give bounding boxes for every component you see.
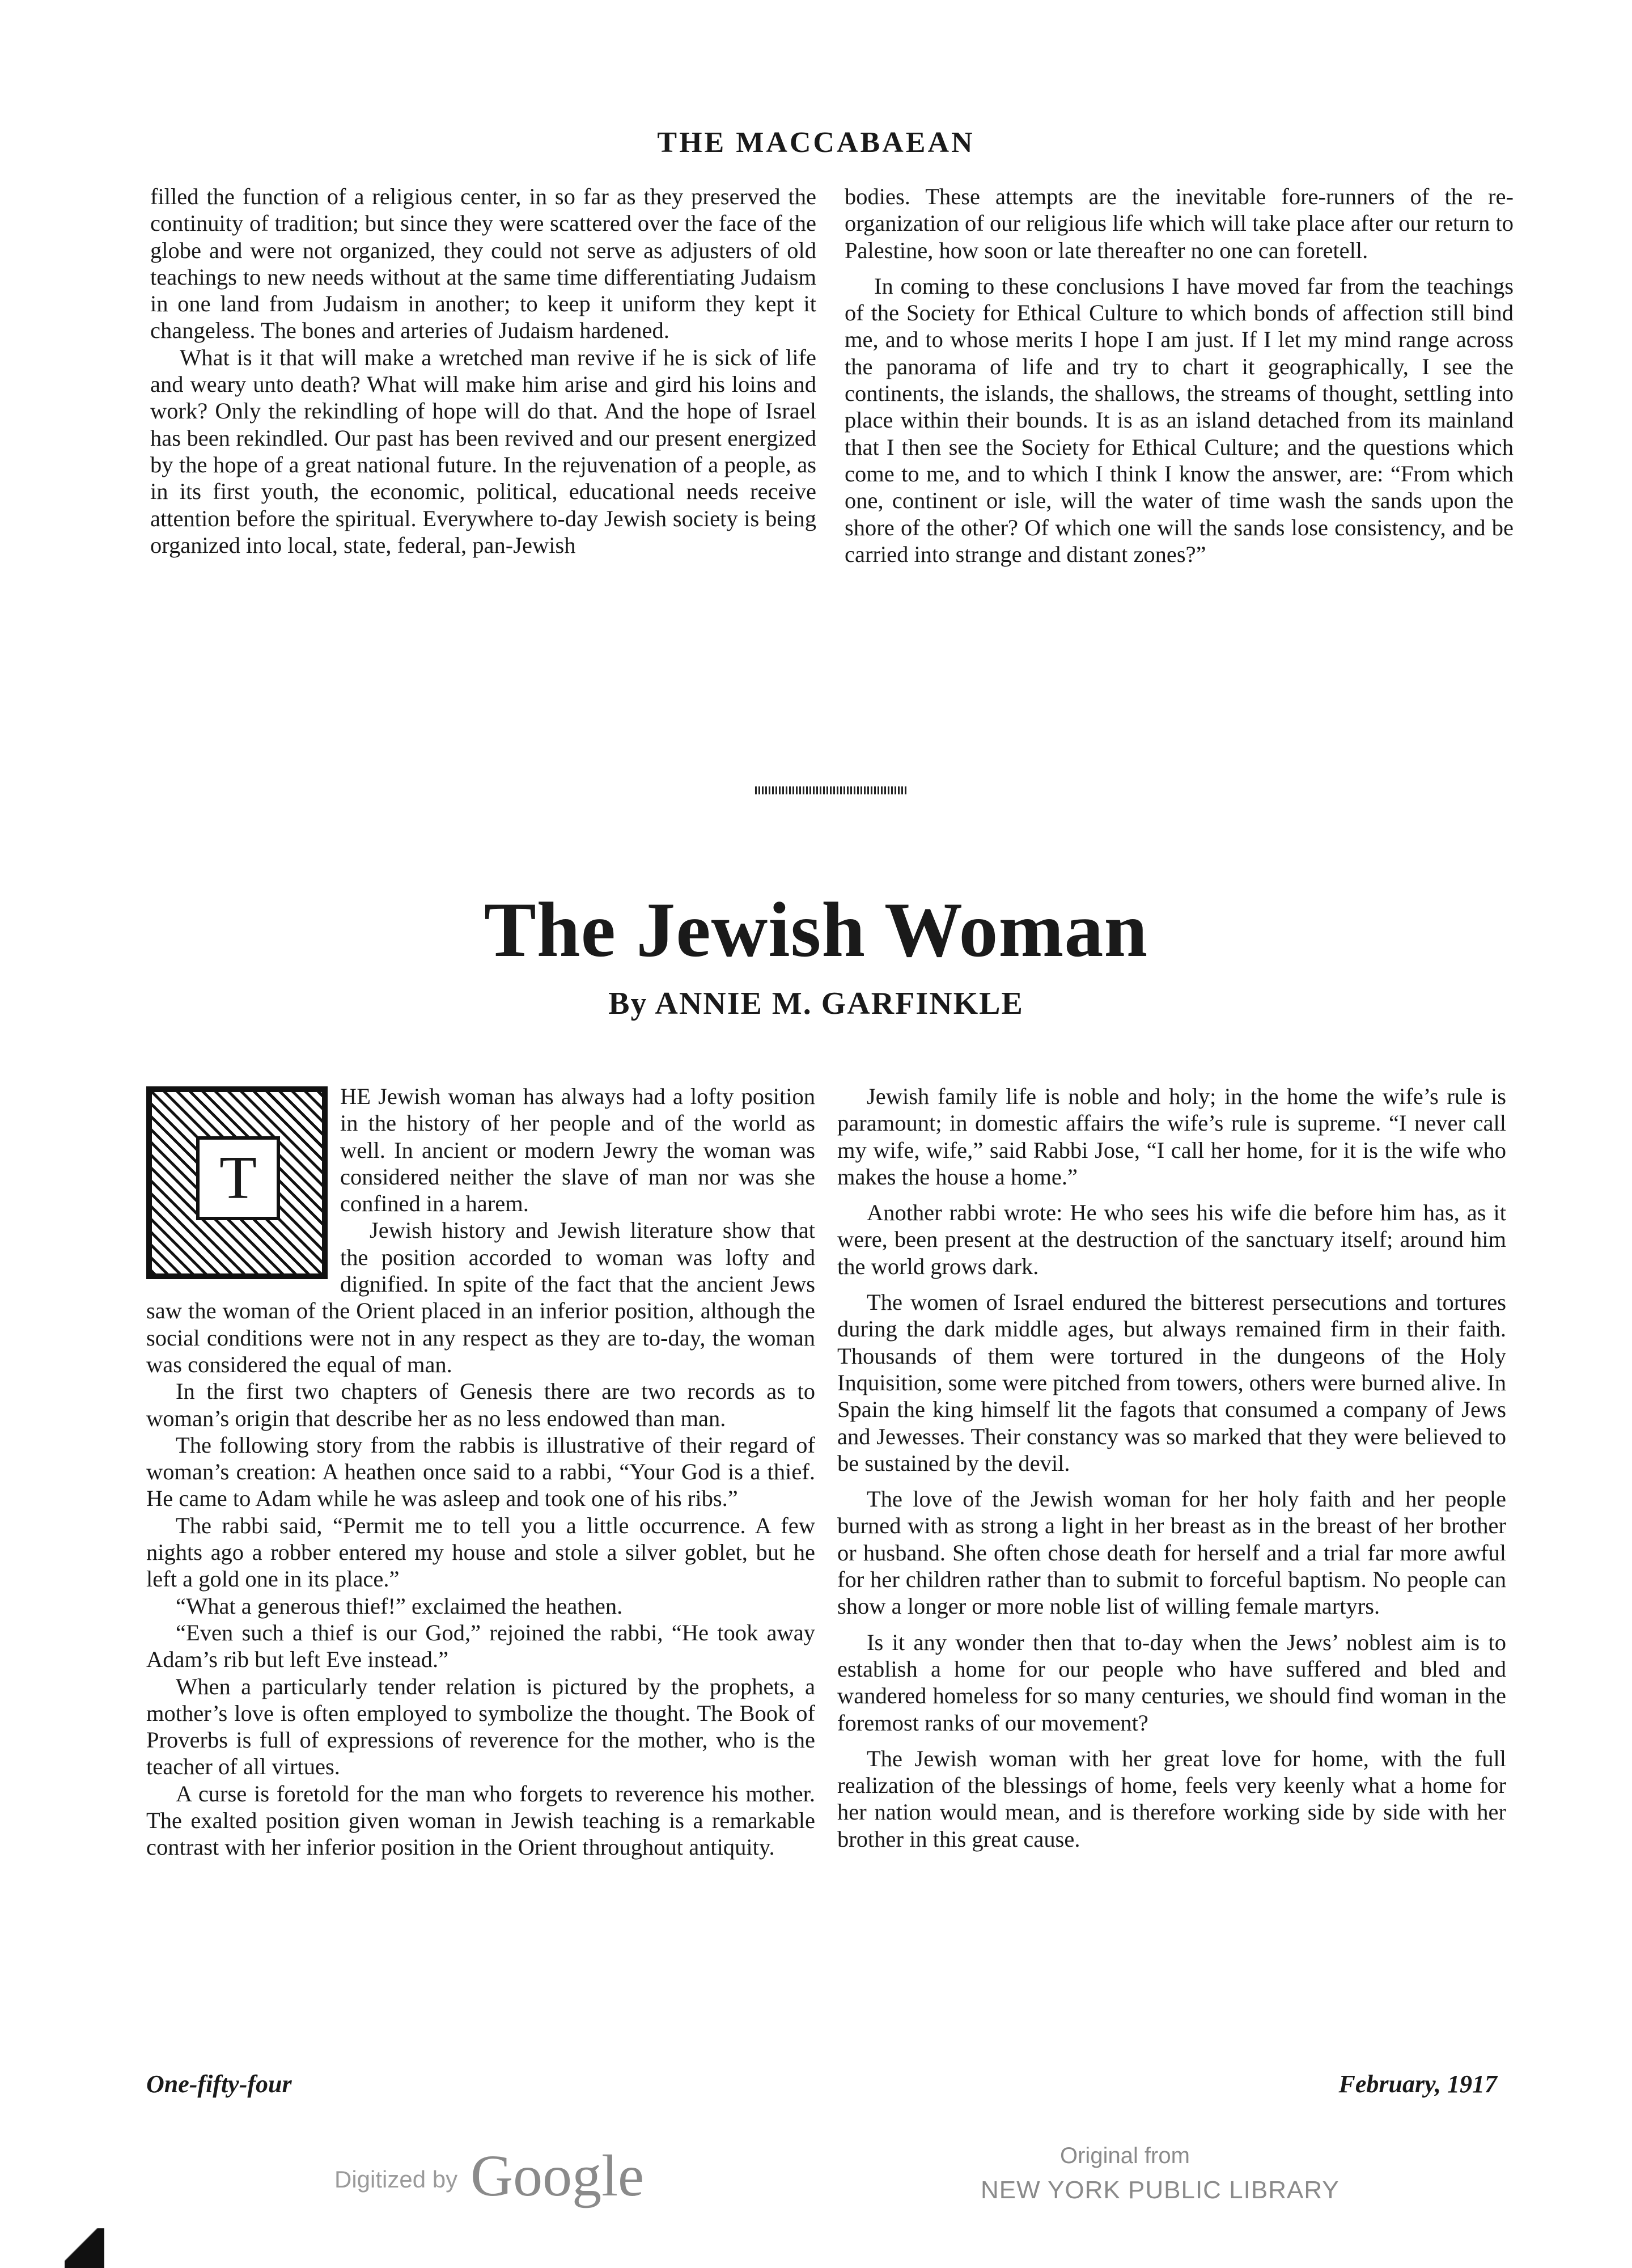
google-logo: Google xyxy=(470,2143,645,2208)
paragraph: When a particularly tender relation is pictured by the prophets, a mother’s love is often employed to symbolize the thought. The Book of Proverbs is full of expressions of reverence for the mother, who is the teacher of all virtues. xyxy=(146,1673,815,1780)
article-right-column xyxy=(837,1083,1506,1852)
article-left-column xyxy=(146,1083,815,1861)
library-name: NEW YORK PUBLIC LIBRARY xyxy=(981,2176,1339,2204)
paragraph: The Jewish woman with her great love for home, with the full realization of the blessings of home, feels very keenly what a home for her nation would mean, and is therefore working side by side with her brother in this great cause. xyxy=(837,1745,1506,1852)
paragraph: In the first two chapters of Genesis there are two records as to woman’s origin that describe her as no less endowed than man. xyxy=(146,1378,815,1431)
paragraph: Another rabbi wrote: He who sees his wife die before him has, as it were, been present at the destruction of the sanctuary itself; around him the world grows dark. xyxy=(837,1200,1506,1279)
paragraph: In coming to these conclusions I have moved far from the teachings of the Society for Ethical Culture to which bonds of affection still bind me, and to whose merits I hope I am just. If I let my mind range across the panorama of life and try to chart it geographically, I see the continents, the islands, the shallows, the streams of thought, settling into place within their bounds. It is as an island detached from its mainland that I then see the Society for Ethical Culture; and the questions which come to me, and to which I think I know the answer, are: “From which one, continent or isle, will the water of time wash the sands upon the shore of the other? Of which one will the sands lose consistency, and be carried into strange and distant zones?” xyxy=(845,273,1514,567)
section-divider xyxy=(755,786,908,794)
journal-header: THE MACCABAEAN xyxy=(657,126,975,159)
paragraph: The rabbi said, “Permit me to tell you a little occurrence. A few nights ago a robber entered my house and stole a silver goblet, but he left a gold one in its place.” xyxy=(146,1512,815,1592)
page-number: One-fifty-four xyxy=(146,2070,292,2098)
paragraph: A curse is foretold for the man who forgets to reverence his mother. The exalted position given woman in Jewish teaching is a remarkable contrast with her inferior position in the Orient throughout antiquity. xyxy=(146,1780,815,1860)
paragraph: Jewish history and Jewish literature show that the position accorded to woman was lofty and dignified. In spite of the fact that the ancient Jews saw the woman of the Orient placed in an inferior position, although the social conditions were not in any respect as they are to-day, the woman was considered the equal of man. xyxy=(146,1217,815,1377)
paragraph: filled the function of a religious center, in so far as they preserved the continuity of tradition; but since they were scattered over the face of the globe and were not organized, they could not serve as adjusters of old teachings to new needs without at the same time differentiating Judaism in one land from Judaism in another; to keep it uniform they kept it changeless. The bones and arteries of Judaism hardened. xyxy=(150,184,816,344)
paragraph: Jewish family life is noble and holy; in the home the wife’s rule is paramount; in domestic affairs the wife’s rule is supreme. “I never call my wife, wife,” said Rabbi Jose, “I call her home, for it is the wife who makes the house a home.” xyxy=(837,1084,1506,1190)
paragraph: HE Jewish woman has always had a lofty position in the history of her people and of the world as well. In ancient or modern Jewry the woman was considered neither the slave of man nor was she confined in a harem. xyxy=(340,1084,815,1217)
paragraph: “Even such a thief is our God,” rejoined the rabbi, “He took away Adam’s rib but left Eve instead.” xyxy=(146,1619,815,1673)
article-title: The Jewish Woman xyxy=(484,886,1148,973)
paragraph: bodies. These attempts are the inevitable fore-runners of the re-organization of our religious life which will take place after our return to Palestine, how soon or late thereafter no one can foretell. xyxy=(845,184,1514,263)
paragraph: “What a generous thief!” exclaimed the heathen. xyxy=(176,1593,623,1619)
drop-cap-letter: T xyxy=(196,1136,280,1220)
scan-edge-mark xyxy=(65,2228,104,2268)
paragraph: What is it that will make a wretched man revive if he is sick of life and weary unto death? What will make him arise and gird his loins and work? Only the rekindling of hope will do that. And the hope of Israel has been rekindled. Our past has been revived and our present energized by the hope of a great national future. In the rejuvenation of a people, as in its first youth, the economic, political, educational needs receive attention before the spiritual. Everywhere to-day Jewish society is being organized into local, state, federal, pan-Jewish xyxy=(150,344,816,558)
paragraph: The following story from the rabbis is illustrative of their regard of woman’s creation: A heathen once said to a rabbi, “Your God is a thief. He came to Adam while he was asleep and took one of his ribs.” xyxy=(146,1432,815,1512)
issue-date: February, 1917 xyxy=(1338,2070,1497,2098)
top-right-column xyxy=(845,183,1514,568)
digitized-by-label: Digitized by xyxy=(334,2166,458,2193)
paragraph: The women of Israel endured the bitterest persecutions and tortures during the dark middle ages, but always remained firm in their faith. Thousands of them were tortured in the dungeons of the Holy Inquisition, some were pitched from towers, others were burned alive. In Spain the king himself lit the fagots that consumed a company of Jews and Jewesses. Their constancy was so marked that they were believed to be sustained by the devil. xyxy=(837,1289,1506,1476)
original-from-label: Original from xyxy=(1060,2143,1190,2168)
top-left-column xyxy=(150,183,816,558)
ornamental-drop-cap xyxy=(146,1086,328,1279)
article-byline: By ANNIE M. GARFINKLE xyxy=(608,986,1024,1021)
paragraph: The love of the Jewish woman for her holy faith and her people burned with as strong a light in her breast as in the breast of her brother or husband. She often chose death for herself and a trial far more awful for her children rather than to submit to forceful baptism. No people can show a longer or more noble list of willing female martyrs. xyxy=(837,1486,1506,1619)
paragraph: Is it any wonder then that to-day when the Jews’ noblest aim is to establish a home for our people who have suffered and bled and wandered homeless for so many centuries, we should find woman in the foremost ranks of our movement? xyxy=(837,1629,1506,1736)
